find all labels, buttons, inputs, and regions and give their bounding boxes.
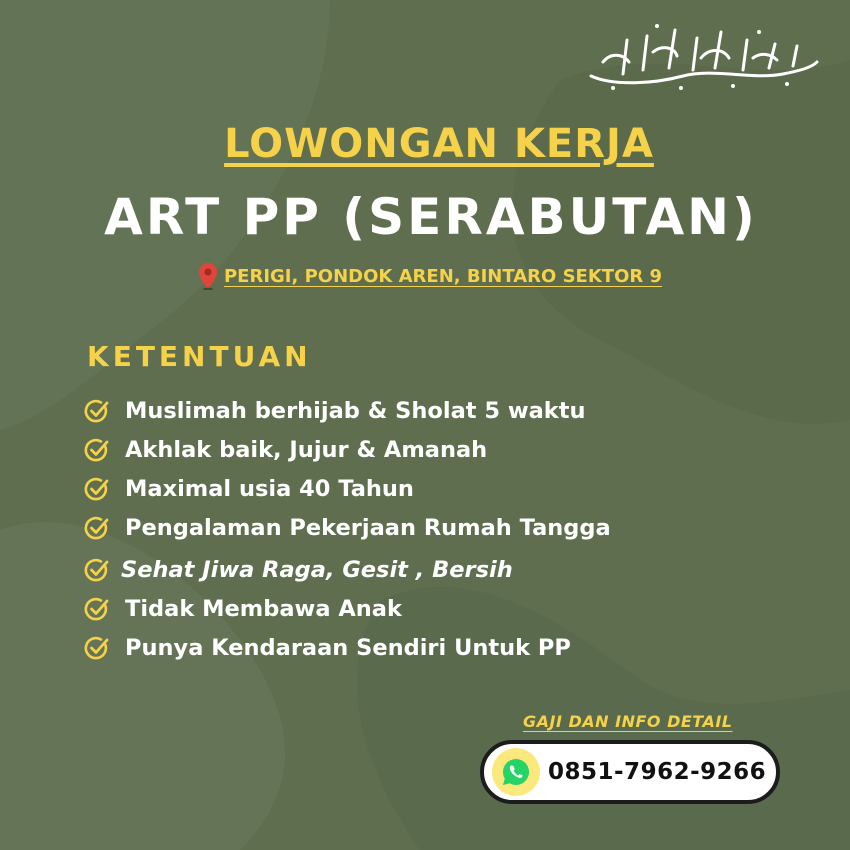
contact-button[interactable] <box>480 740 780 804</box>
requirement-item <box>84 394 586 428</box>
job-title: ART PP (SERABUTAN) <box>104 188 758 246</box>
requirement-text: Maximal usia 40 Tahun <box>125 476 414 502</box>
contact-label: GAJI DAN INFO DETAIL <box>523 712 733 731</box>
requirement-item <box>84 433 487 467</box>
check-circle-icon <box>84 596 110 622</box>
requirement-item <box>84 472 414 506</box>
requirement-text: Sehat Jiwa Raga, Gesit , Bersih <box>121 557 513 583</box>
location-text: PERIGI, PONDOK AREN, BINTARO SEKTOR 9 <box>223 265 663 287</box>
basmala-calligraphy <box>583 18 823 96</box>
requirement-item <box>84 631 571 665</box>
requirement-text: Tidak Membawa Anak <box>125 596 402 622</box>
location-line <box>0 262 850 290</box>
requirements-heading: KETENTUAN <box>87 340 312 373</box>
requirement-item <box>84 592 402 626</box>
requirement-text: Punya Kendaraan Sendiri Untuk PP <box>125 635 571 661</box>
whatsapp-icon <box>501 757 531 787</box>
location-pin-icon <box>198 262 218 290</box>
check-circle-icon <box>84 398 110 424</box>
check-circle-icon <box>84 515 110 541</box>
requirement-text: Muslimah berhijab & Sholat 5 waktu <box>125 398 586 424</box>
requirement-text: Akhlak baik, Jujur & Amanah <box>125 437 488 463</box>
whatsapp-badge <box>492 748 540 796</box>
requirement-item <box>84 553 513 587</box>
check-circle-icon <box>84 557 110 583</box>
check-circle-icon <box>84 476 110 502</box>
check-circle-icon <box>84 635 110 661</box>
poster-title: LOWONGAN KERJA <box>224 121 654 167</box>
requirement-text: Pengalaman Pekerjaan Rumah Tangga <box>125 515 611 541</box>
check-circle-icon <box>84 437 110 463</box>
phone-number: 0851-7962-9266 <box>548 759 767 785</box>
requirement-item <box>84 511 611 545</box>
